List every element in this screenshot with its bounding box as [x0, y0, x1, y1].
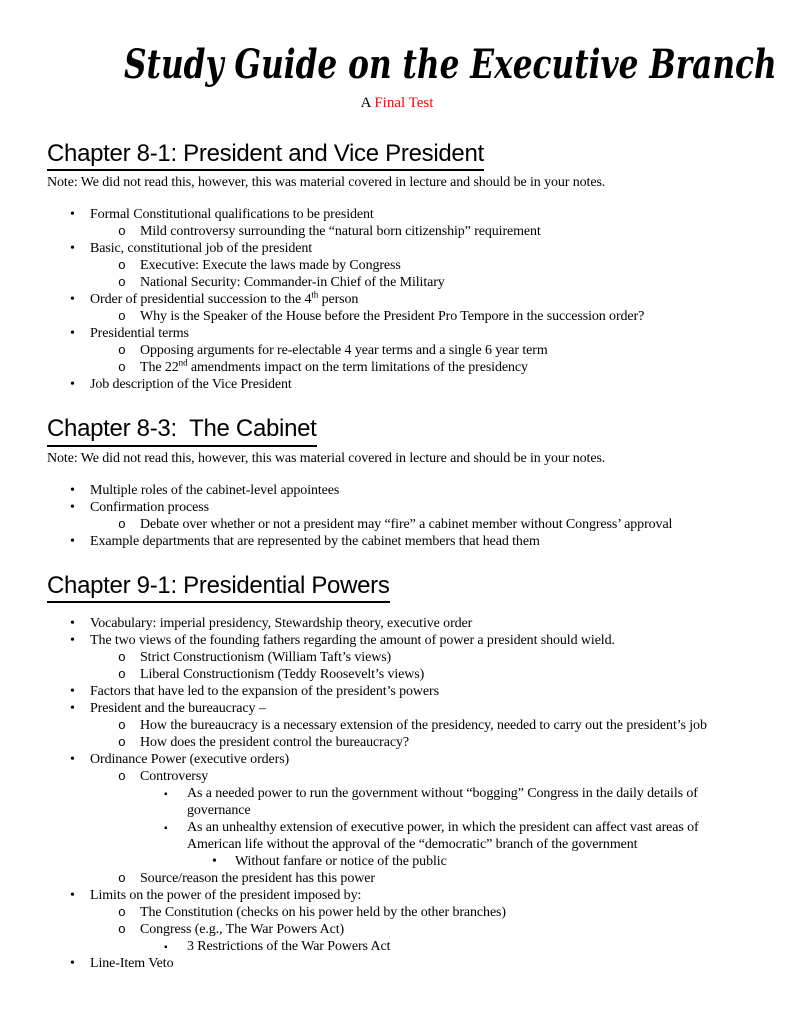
bullet-item-level-2 [47, 904, 747, 921]
item-text-part: person [318, 292, 359, 308]
item-text: President and the bureaucracy – [90, 700, 266, 716]
bullet-marker: • [70, 955, 75, 971]
section-heading [47, 415, 747, 446]
bullet-item-level-1 [47, 291, 747, 308]
bullet-item-level-2 [47, 516, 747, 533]
bullet-marker: o [118, 768, 126, 784]
bullet-marker: • [70, 377, 75, 393]
bullet-item-level-3 [47, 938, 747, 955]
bullet-marker: • [70, 533, 75, 549]
item-text: Debate over whether or not a president may “fire” a cabinet member without Congress’ approval [140, 516, 673, 532]
bullet-item-level-2 [47, 666, 747, 683]
sections-container [47, 140, 747, 972]
item-text: Multiple roles of the cabinet-level appointees [90, 482, 340, 498]
item-text: The Constitution (checks on his power held by the other branches) [140, 904, 506, 920]
item-text: Congress (e.g., The War Powers Act) [140, 921, 345, 937]
bullet-item-level-1 [47, 240, 747, 257]
section-heading [47, 572, 747, 603]
bullet-item-level-1 [47, 615, 747, 632]
item-text: Job description of the Vice President [90, 377, 292, 393]
item-text: Presidential terms [90, 326, 189, 342]
item-text [90, 291, 747, 308]
bullet-marker: • [70, 632, 75, 648]
bullet-marker: ▪ [164, 822, 168, 834]
bullet-item-level-2 [47, 921, 747, 938]
bullet-marker: • [212, 853, 217, 869]
bullet-marker: o [118, 258, 126, 274]
bullet-marker: o [118, 649, 126, 665]
bullet-list [47, 482, 747, 550]
document-section [47, 140, 747, 393]
item-text: Controversy [140, 768, 209, 784]
item-text: Mild controversy surrounding the “natural born citizenship” requirement [140, 224, 541, 240]
item-text: As an unhealthy extension of executive power, in which the president can affect vast areas of American life without the approval of the “democratic” branch of the government [187, 819, 699, 852]
bullet-item-level-2 [47, 734, 747, 751]
bullet-marker: o [118, 275, 126, 291]
item-text: Without fanfare or notice of the public [235, 853, 447, 869]
bullet-item-level-1 [47, 751, 747, 768]
item-text: Ordinance Power (executive orders) [90, 751, 290, 767]
subtitle-prefix: A [360, 95, 375, 111]
bullet-marker: o [118, 360, 126, 376]
bullet-item-level-1 [47, 206, 747, 223]
item-text-part: The 22 [140, 360, 179, 376]
item-text: As a needed power to run the government without “bogging” Congress in the daily details of governance [187, 785, 698, 818]
item-text-part: amendments impact on the term limitations of the presidency [187, 360, 528, 376]
section-heading-text: Chapter 8-1: President and Vice President [47, 140, 484, 171]
bullet-marker: o [118, 921, 126, 937]
item-text: Confirmation process [90, 499, 209, 515]
bullet-marker: o [118, 666, 126, 682]
bullet-marker: o [118, 734, 126, 750]
item-text: Source/reason the president has this power [140, 870, 375, 886]
bullet-item-level-2 [47, 359, 747, 376]
item-text: Liberal Constructionism (Teddy Roosevelt’s views) [140, 666, 425, 682]
item-text: Example departments that are represented by the cabinet members that head them [90, 533, 540, 549]
item-text: How the bureaucracy is a necessary extension of the presidency, needed to carry out the president’s job [140, 717, 707, 733]
bullet-marker: o [118, 904, 126, 920]
item-text: Basic, constitutional job of the president [90, 241, 313, 257]
bullet-marker: • [70, 292, 75, 308]
bullet-item-level-2 [47, 308, 747, 325]
item-text: Line-Item Veto [90, 955, 174, 971]
bullet-marker: • [70, 615, 75, 631]
bullet-item-level-1 [47, 376, 747, 393]
item-text: National Security: Commander-in Chief of the Military [140, 275, 445, 291]
bullet-item-level-2 [47, 223, 747, 240]
bullet-item-level-3 [47, 785, 747, 819]
bullet-marker: • [70, 207, 75, 223]
superscript-text: th [311, 289, 319, 300]
superscript-text: nd [178, 357, 188, 368]
bullet-marker: • [70, 482, 75, 498]
bullet-item-level-1 [47, 955, 747, 972]
section-heading-text: Chapter 9-1: Presidential Powers [47, 572, 390, 603]
bullet-list [47, 615, 747, 972]
bullet-item-level-2 [47, 274, 747, 291]
document-section [47, 572, 747, 972]
bullet-marker: • [70, 700, 75, 716]
bullet-item-level-4 [47, 853, 747, 870]
bullet-marker: ▪ [164, 941, 168, 953]
document-subtitle [47, 95, 747, 112]
item-text: The two views of the founding fathers regarding the amount of power a president should wield. [90, 632, 615, 648]
item-text: Formal Constitutional qualifications to be president [90, 207, 374, 223]
bullet-marker: o [118, 309, 126, 325]
bullet-item-level-1 [47, 482, 747, 499]
bullet-marker: • [70, 751, 75, 767]
bullet-item-level-1 [47, 533, 747, 550]
bullet-item-level-2 [47, 768, 747, 785]
item-text: Strict Constructionism (William Taft’s views) [140, 649, 392, 665]
item-text: Why is the Speaker of the House before the President Pro Tempore in the succession order? [140, 309, 645, 325]
bullet-marker: ▪ [164, 788, 168, 800]
bullet-marker: • [70, 683, 75, 699]
bullet-item-level-1 [47, 887, 747, 904]
bullet-item-level-1 [47, 632, 747, 649]
bullet-marker: o [118, 870, 126, 886]
section-heading-text: Chapter 8-3: The Cabinet [47, 415, 317, 446]
bullet-marker: o [118, 224, 126, 240]
bullet-item-level-2 [47, 649, 747, 666]
bullet-list [47, 206, 747, 393]
bullet-marker: o [118, 516, 126, 532]
bullet-item-level-2 [47, 717, 747, 734]
bullet-item-level-1 [47, 499, 747, 516]
bullet-item-level-3 [47, 819, 747, 853]
bullet-item-level-2 [47, 257, 747, 274]
document-title: Study Guide on the Executive Branch [124, 41, 777, 88]
item-text: Vocabulary: imperial presidency, Stewardship theory, executive order [90, 615, 473, 631]
subtitle-highlight: Final Test [374, 95, 434, 111]
section-note: Note: We did not read this, however, this was material covered in lecture and should be in your notes. [47, 175, 606, 191]
document-section [47, 415, 747, 549]
bullet-marker: • [70, 326, 75, 342]
bullet-item-level-2 [47, 342, 747, 359]
item-text-part: Order of presidential succession to the 4 [90, 292, 312, 308]
item-text [140, 359, 747, 376]
bullet-item-level-1 [47, 325, 747, 342]
item-text: Opposing arguments for re-electable 4 year terms and a single 6 year term [140, 343, 548, 359]
item-text: 3 Restrictions of the War Powers Act [187, 938, 391, 954]
item-text: How does the president control the bureaucracy? [140, 734, 409, 750]
bullet-marker: o [118, 717, 126, 733]
section-note: Note: We did not read this, however, this was material covered in lecture and should be in your notes. [47, 450, 606, 466]
item-text: Limits on the power of the president imposed by: [90, 887, 362, 903]
bullet-item-level-2 [47, 870, 747, 887]
item-text: Factors that have led to the expansion of the president’s powers [90, 683, 439, 699]
bullet-marker: • [70, 241, 75, 257]
bullet-marker: • [70, 499, 75, 515]
item-text: Executive: Execute the laws made by Congress [140, 258, 401, 274]
bullet-item-level-1 [47, 683, 747, 700]
section-heading [47, 140, 747, 171]
bullet-marker: • [70, 887, 75, 903]
bullet-marker: o [118, 343, 126, 359]
bullet-item-level-1 [47, 700, 747, 717]
